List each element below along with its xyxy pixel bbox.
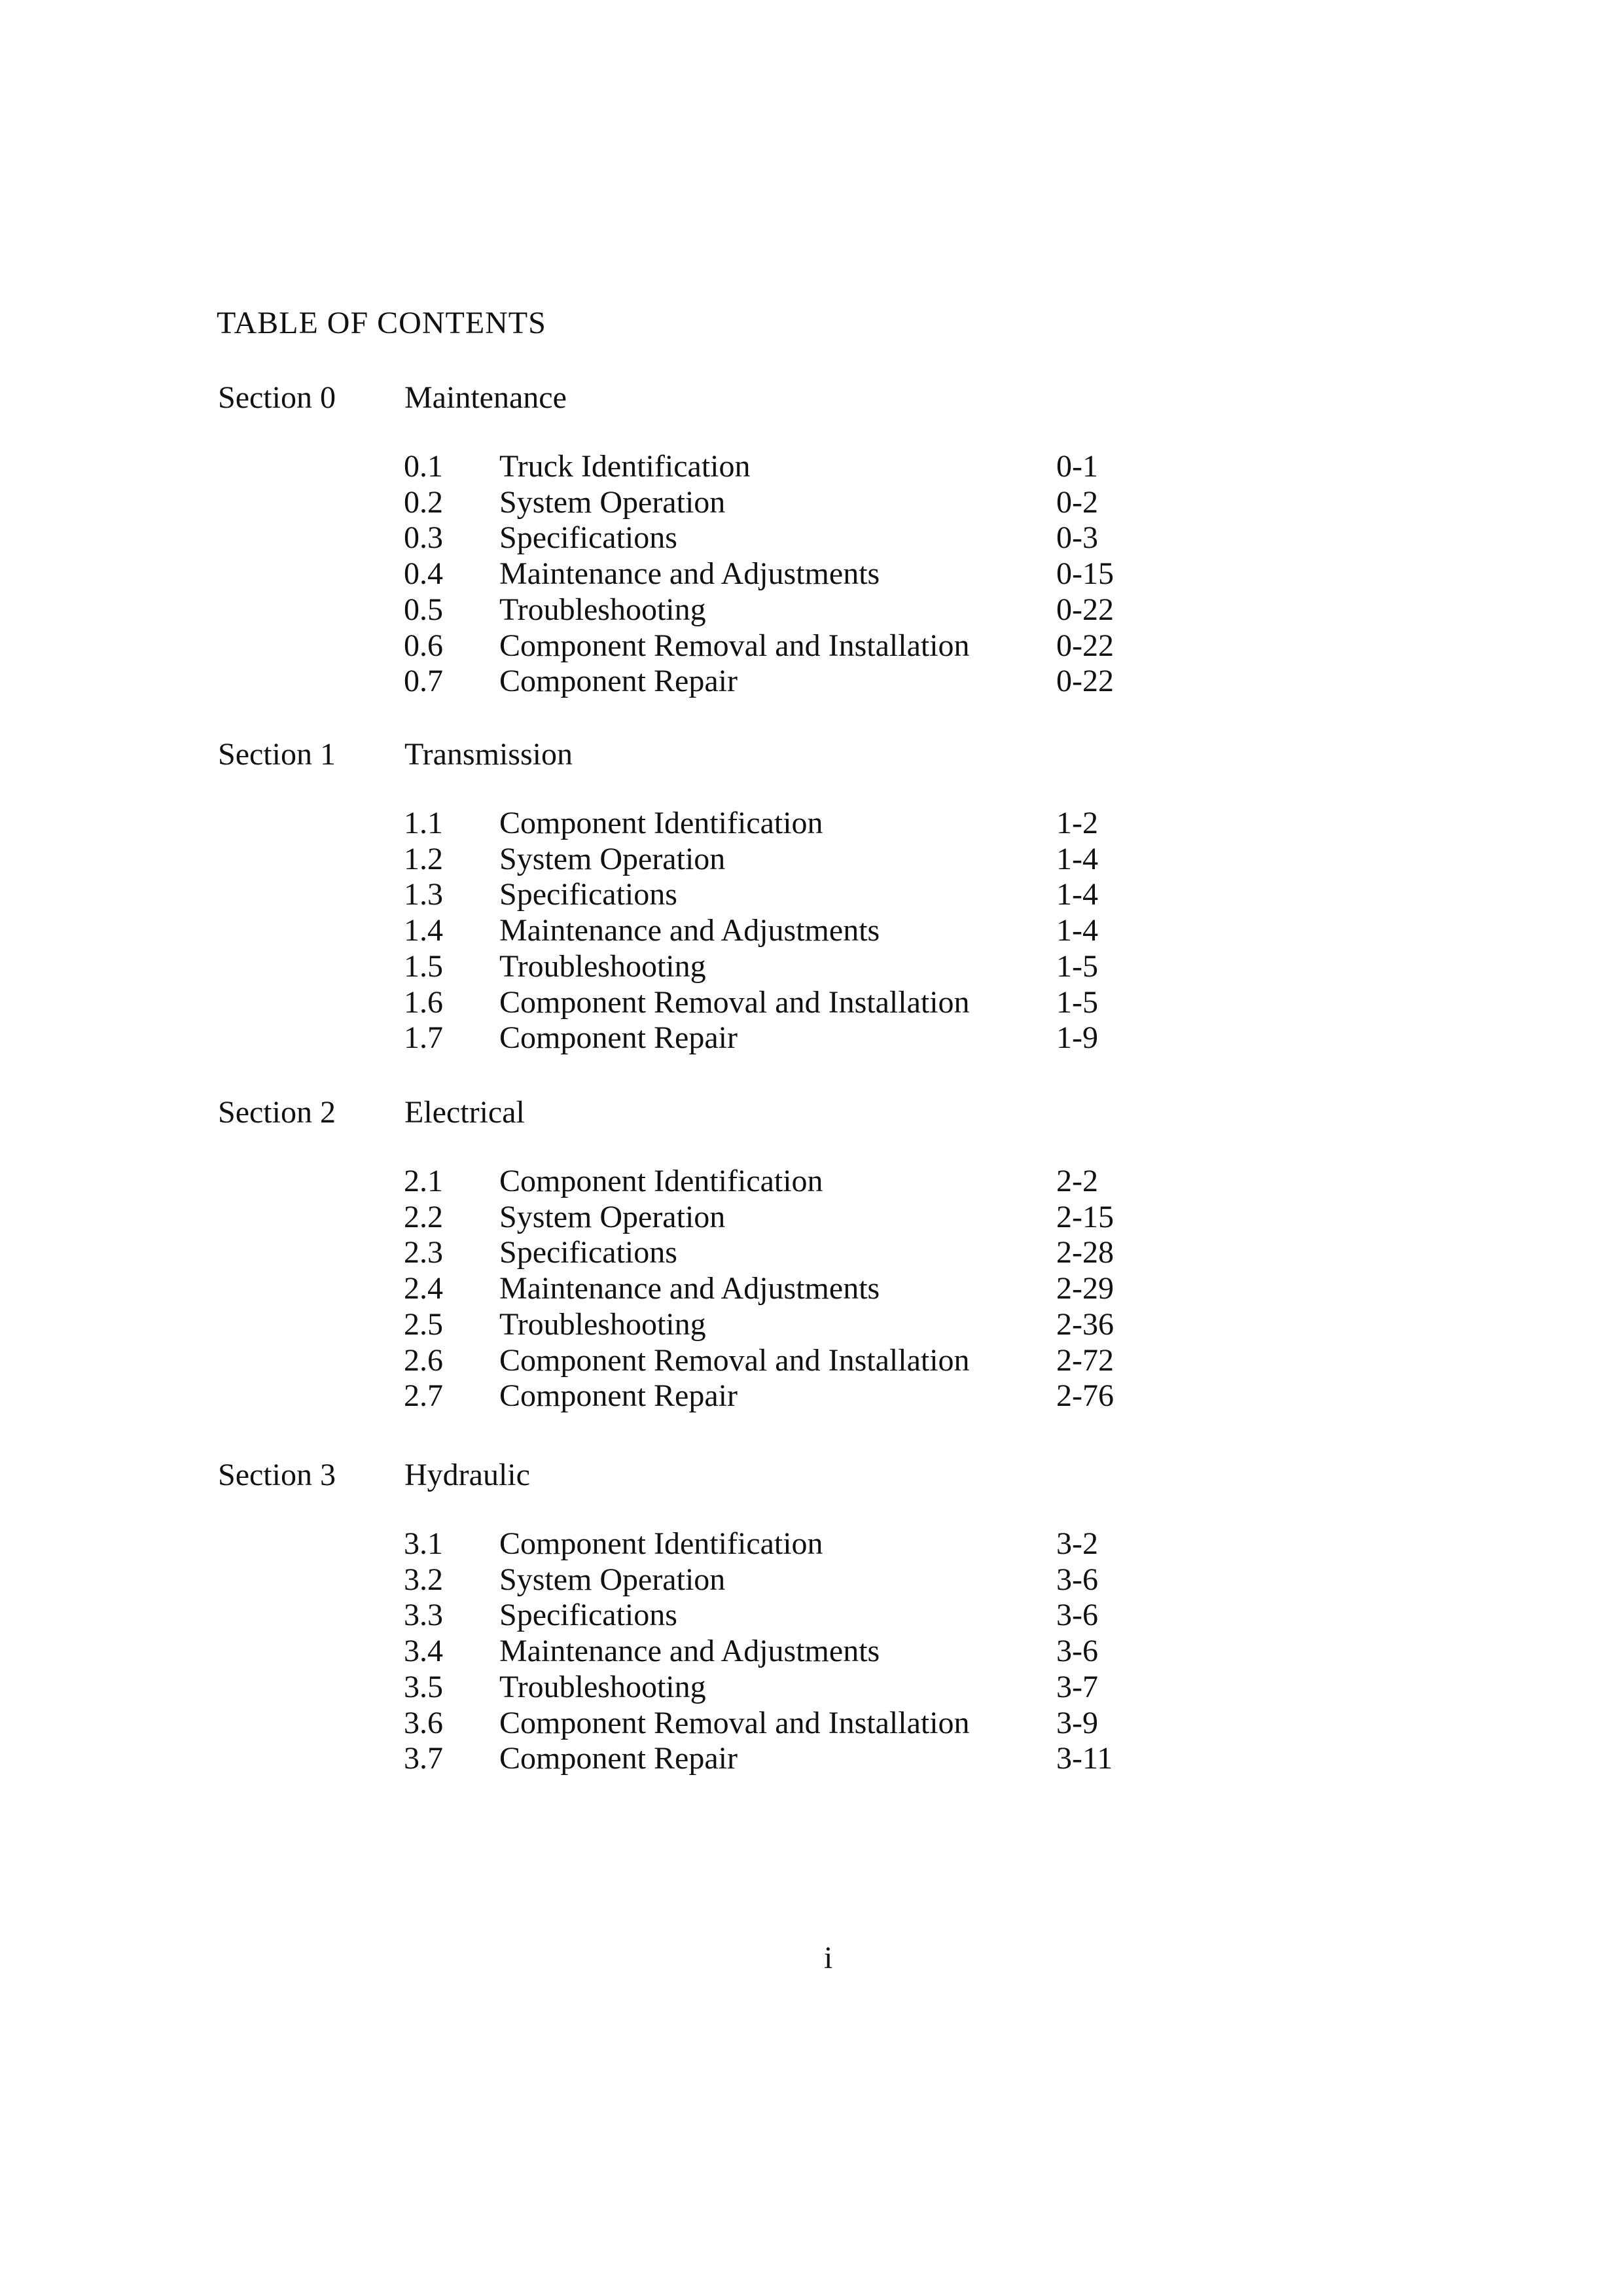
toc-item-page: 0-1 (1056, 449, 1098, 484)
toc-item-number: 0.5 (404, 592, 443, 627)
page-number: i (824, 1941, 833, 1975)
toc-item-title: System Operation (499, 1562, 726, 1597)
toc-item-page: 2-36 (1056, 1307, 1114, 1342)
section-name: Hydraulic (404, 1458, 530, 1492)
toc-item-number: 2.1 (404, 1164, 443, 1198)
toc-item-number: 1.3 (404, 877, 443, 912)
toc-item-page: 3-7 (1056, 1670, 1098, 1704)
section-label: Section 1 (218, 737, 336, 772)
toc-item-title: Specifications (499, 877, 677, 912)
toc-item-title: Specifications (499, 520, 677, 555)
toc-item-page: 0-22 (1056, 628, 1114, 663)
toc-item-page: 1-4 (1056, 877, 1098, 912)
toc-item-page: 1-4 (1056, 913, 1098, 948)
toc-item-title: System Operation (499, 485, 726, 520)
toc-item-title: Maintenance and Adjustments (499, 1634, 880, 1668)
toc-item-page: 3-6 (1056, 1598, 1098, 1632)
toc-item-title: System Operation (499, 842, 726, 876)
toc-item-number: 0.3 (404, 520, 443, 555)
toc-item-title: Component Identification (499, 1164, 823, 1198)
toc-item-number: 1.1 (404, 806, 443, 840)
toc-item-number: 3.4 (404, 1634, 443, 1668)
toc-item-page: 1-2 (1056, 806, 1098, 840)
toc-item-title: Component Removal and Installation (499, 985, 970, 1020)
toc-item-page: 0-15 (1056, 556, 1114, 591)
toc-item-title: Troubleshooting (499, 592, 706, 627)
toc-item-number: 2.6 (404, 1343, 443, 1378)
toc-item-title: Maintenance and Adjustments (499, 556, 880, 591)
section-name: Maintenance (404, 380, 567, 415)
toc-item-title: Component Identification (499, 1526, 823, 1561)
toc-item-page: 3-6 (1056, 1634, 1098, 1668)
toc-item-title: Maintenance and Adjustments (499, 1271, 880, 1306)
toc-item-number: 2.4 (404, 1271, 443, 1306)
toc-item-page: 2-72 (1056, 1343, 1114, 1378)
toc-item-title: System Operation (499, 1200, 726, 1234)
toc-item-page: 3-2 (1056, 1526, 1098, 1561)
toc-item-number: 2.3 (404, 1235, 443, 1270)
toc-item-number: 3.2 (404, 1562, 443, 1597)
toc-item-page: 3-9 (1056, 1706, 1098, 1740)
toc-item-title: Truck Identification (499, 449, 751, 484)
toc-item-number: 1.6 (404, 985, 443, 1020)
toc-item-title: Component Removal and Installation (499, 1343, 970, 1378)
page-title: TABLE OF CONTENTS (217, 306, 546, 340)
toc-item-page: 0-22 (1056, 664, 1114, 698)
section-label: Section 2 (218, 1095, 336, 1130)
toc-item-title: Maintenance and Adjustments (499, 913, 880, 948)
toc-item-page: 1-9 (1056, 1020, 1098, 1055)
toc-item-number: 1.7 (404, 1020, 443, 1055)
toc-item-title: Component Removal and Installation (499, 1706, 970, 1740)
toc-item-number: 1.5 (404, 949, 443, 984)
toc-item-title: Troubleshooting (499, 949, 706, 984)
toc-item-title: Component Repair (499, 1741, 738, 1776)
toc-item-number: 0.6 (404, 628, 443, 663)
toc-item-page: 2-29 (1056, 1271, 1114, 1306)
toc-item-number: 0.7 (404, 664, 443, 698)
section-label: Section 0 (218, 380, 336, 415)
section-label: Section 3 (218, 1458, 336, 1492)
toc-item-page: 0-2 (1056, 485, 1098, 520)
toc-item-page: 3-11 (1056, 1741, 1113, 1776)
toc-item-title: Specifications (499, 1598, 677, 1632)
toc-item-title: Component Identification (499, 806, 823, 840)
toc-item-page: 0-3 (1056, 520, 1098, 555)
toc-item-number: 1.2 (404, 842, 443, 876)
toc-item-page: 1-4 (1056, 842, 1098, 876)
toc-item-page: 0-22 (1056, 592, 1114, 627)
toc-item-title: Troubleshooting (499, 1670, 706, 1704)
toc-item-page: 2-28 (1056, 1235, 1114, 1270)
toc-item-number: 0.2 (404, 485, 443, 520)
toc-item-number: 3.6 (404, 1706, 443, 1740)
toc-item-page: 1-5 (1056, 949, 1098, 984)
toc-item-number: 3.5 (404, 1670, 443, 1704)
toc-item-number: 3.3 (404, 1598, 443, 1632)
toc-item-title: Component Repair (499, 664, 738, 698)
toc-item-number: 3.1 (404, 1526, 443, 1561)
toc-item-title: Troubleshooting (499, 1307, 706, 1342)
toc-item-title: Specifications (499, 1235, 677, 1270)
toc-item-number: 2.5 (404, 1307, 443, 1342)
section-name: Electrical (404, 1095, 525, 1130)
toc-item-page: 3-6 (1056, 1562, 1098, 1597)
toc-item-page: 2-2 (1056, 1164, 1098, 1198)
toc-item-number: 2.2 (404, 1200, 443, 1234)
toc-item-number: 1.4 (404, 913, 443, 948)
toc-item-page: 1-5 (1056, 985, 1098, 1020)
toc-item-number: 0.1 (404, 449, 443, 484)
toc-item-title: Component Repair (499, 1020, 738, 1055)
toc-item-title: Component Removal and Installation (499, 628, 970, 663)
toc-item-number: 2.7 (404, 1378, 443, 1413)
toc-item-number: 3.7 (404, 1741, 443, 1776)
toc-item-title: Component Repair (499, 1378, 738, 1413)
section-name: Transmission (404, 737, 573, 772)
toc-item-page: 2-76 (1056, 1378, 1114, 1413)
toc-item-number: 0.4 (404, 556, 443, 591)
toc-item-page: 2-15 (1056, 1200, 1114, 1234)
